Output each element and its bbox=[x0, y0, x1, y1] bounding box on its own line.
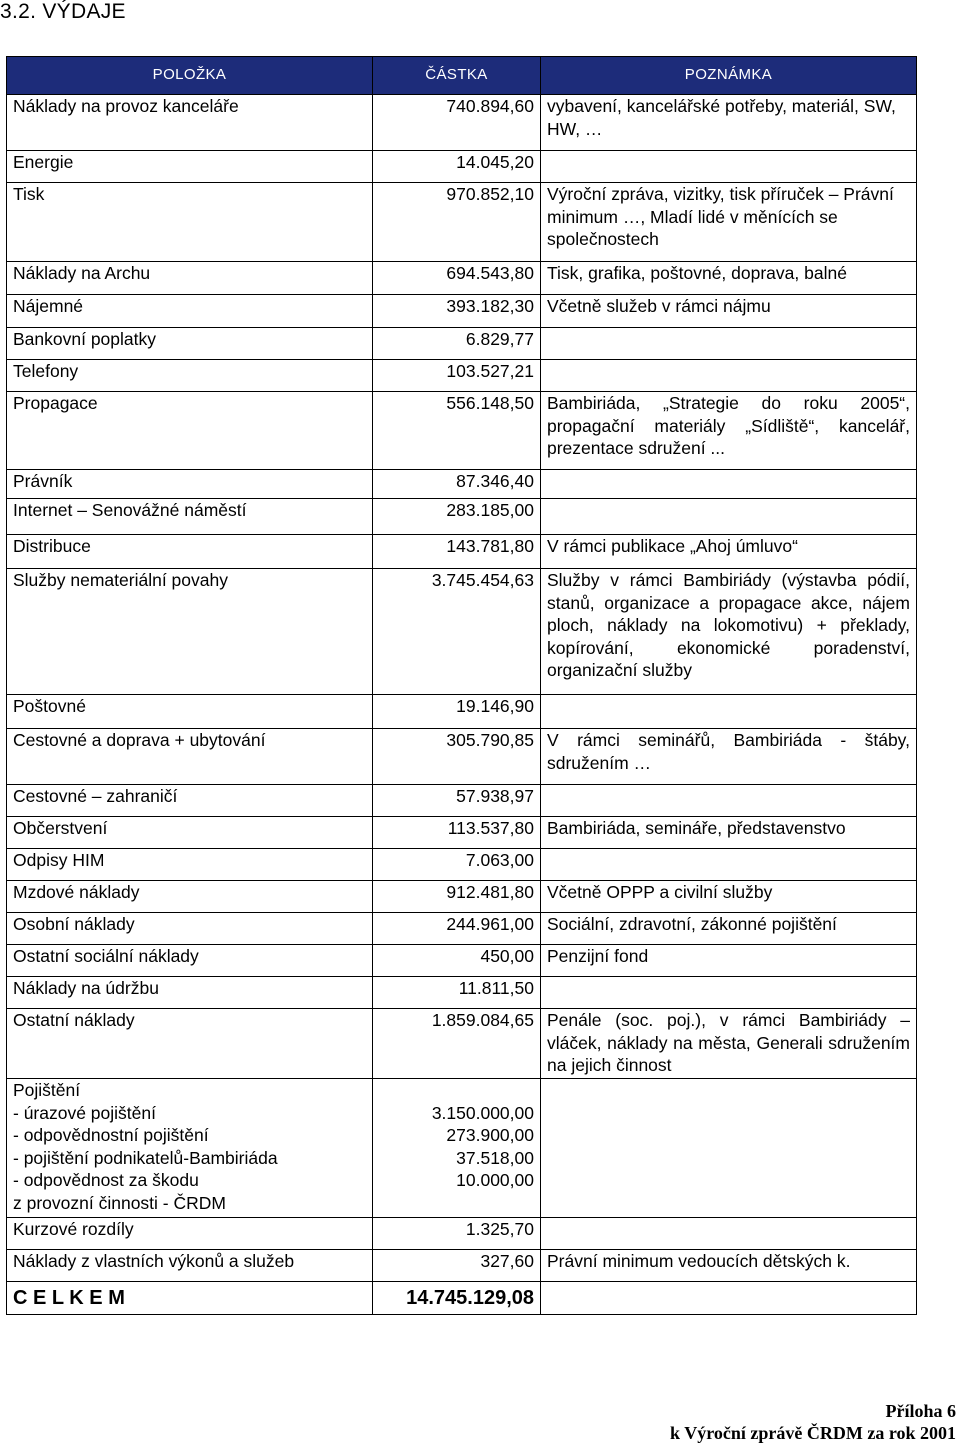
table-row bbox=[7, 695, 917, 729]
item-cell: Energie bbox=[7, 151, 373, 183]
note-cell bbox=[541, 785, 917, 817]
amount-cell: 912.481,80 bbox=[373, 881, 541, 913]
table-row bbox=[7, 470, 917, 499]
item-cell: Distribuce bbox=[7, 535, 373, 569]
table-row bbox=[7, 729, 917, 785]
item-cell: Náklady z vlastních výkonů a služeb bbox=[7, 1250, 373, 1282]
total-row bbox=[7, 1282, 917, 1315]
item-cell: Občerstvení bbox=[7, 817, 373, 849]
item-cell: Kurzové rozdíly bbox=[7, 1218, 373, 1250]
amount-cell: 970.852,10 bbox=[373, 183, 541, 262]
note-cell: Právní minimum vedoucích dětských k. bbox=[541, 1250, 917, 1282]
amount-cell: 283.185,00 bbox=[373, 499, 541, 535]
note-cell bbox=[541, 1079, 917, 1218]
amount-cell: 11.811,50 bbox=[373, 977, 541, 1009]
amount-cell: 143.781,80 bbox=[373, 535, 541, 569]
item-cell: Nájemné bbox=[7, 295, 373, 328]
note-cell: Tisk, grafika, poštovné, doprava, balné bbox=[541, 262, 917, 295]
item-cell: Internet – Senovážné náměstí bbox=[7, 499, 373, 535]
amount-cell: 1.859.084,65 bbox=[373, 1009, 541, 1079]
amount-cell: 450,00 bbox=[373, 945, 541, 977]
insurance-line: - odpovědnostní pojištění bbox=[13, 1125, 209, 1145]
total-label: C E L K E M bbox=[7, 1282, 373, 1315]
table-row bbox=[7, 1250, 917, 1282]
table-row bbox=[7, 785, 917, 817]
table-row bbox=[7, 881, 917, 913]
total-note bbox=[541, 1282, 917, 1315]
note-cell: Penzijní fond bbox=[541, 945, 917, 977]
table-row bbox=[7, 945, 917, 977]
amount-cell: 87.346,40 bbox=[373, 470, 541, 499]
note-cell: Včetně služeb v rámci nájmu bbox=[541, 295, 917, 328]
item-cell: Osobní náklady bbox=[7, 913, 373, 945]
note-cell: V rámci publikace „Ahoj úmluvo“ bbox=[541, 535, 917, 569]
note-cell: Penále (soc. poj.), v rámci Bambiriády – vláček, náklady na města, Generali sdružením na jejich činnost bbox=[541, 1009, 917, 1079]
note-cell bbox=[541, 499, 917, 535]
amount-cell: 327,60 bbox=[373, 1250, 541, 1282]
note-cell bbox=[541, 360, 917, 392]
amount-cell: 113.537,80 bbox=[373, 817, 541, 849]
footer-appendix: Příloha 6 bbox=[885, 1401, 956, 1421]
page-footer bbox=[670, 1400, 956, 1444]
item-cell: Ostatní sociální náklady bbox=[7, 945, 373, 977]
note-cell bbox=[541, 328, 917, 360]
note-cell: Sociální, zdravotní, zákonné pojištění bbox=[541, 913, 917, 945]
expenses-table bbox=[6, 56, 917, 1315]
insurance-line: - úrazové pojištění bbox=[13, 1102, 156, 1123]
total-amount: 14.745.129,08 bbox=[373, 1282, 541, 1315]
table-row bbox=[7, 262, 917, 295]
item-cell: Tisk bbox=[7, 183, 373, 262]
note-cell: Bambiriáda, „Strategie do roku 2005“, propagační materiály „Sídliště“, kancelář, prezentace sdružení ... bbox=[541, 392, 917, 470]
table-row bbox=[7, 328, 917, 360]
table-row bbox=[7, 183, 917, 262]
amount-cell: 244.961,00 bbox=[373, 913, 541, 945]
item-cell: Telefony bbox=[7, 360, 373, 392]
item-cell: Cestovné a doprava + ubytování bbox=[7, 729, 373, 785]
item-cell: Služby nemateriální povahy bbox=[7, 569, 373, 695]
insurance-title: Pojištění bbox=[13, 1080, 81, 1100]
table-row bbox=[7, 1218, 917, 1250]
amount-cell: 103.527,21 bbox=[373, 360, 541, 392]
section-title: 3.2. VÝDAJE bbox=[0, 0, 126, 23]
table-row bbox=[7, 913, 917, 945]
item-cell: Mzdové náklady bbox=[7, 881, 373, 913]
amount-cell: 556.148,50 bbox=[373, 392, 541, 470]
table-row bbox=[7, 977, 917, 1009]
note-cell bbox=[541, 151, 917, 183]
amount-cell: 694.543,80 bbox=[373, 262, 541, 295]
amount-cell: 19.146,90 bbox=[373, 695, 541, 729]
table-row bbox=[7, 1009, 917, 1079]
note-cell bbox=[541, 695, 917, 729]
table-row bbox=[7, 392, 917, 470]
table-row bbox=[7, 499, 917, 535]
item-cell: Bankovní poplatky bbox=[7, 328, 373, 360]
note-cell: vybavení, kancelářské potřeby, materiál, SW, HW, … bbox=[541, 95, 917, 151]
item-cell: Propagace bbox=[7, 392, 373, 470]
table-row bbox=[7, 295, 917, 328]
note-cell: Včetně OPPP a civilní služby bbox=[541, 881, 917, 913]
table-row bbox=[7, 849, 917, 881]
header-amount: ČÁSTKA bbox=[373, 57, 541, 95]
amount-cell: 393.182,30 bbox=[373, 295, 541, 328]
note-cell bbox=[541, 849, 917, 881]
insurance-line: - pojištění podnikatelů-Bambiriáda bbox=[13, 1147, 278, 1168]
item-cell: Ostatní náklady bbox=[7, 1009, 373, 1079]
amount-cell: 3.745.454,63 bbox=[373, 569, 541, 695]
insurance-amount: 273.900,00 bbox=[446, 1125, 534, 1145]
note-cell: V rámci seminářů, Bambiriáda - štáby, sdružením … bbox=[541, 729, 917, 785]
amount-cell: 14.045,20 bbox=[373, 151, 541, 183]
amount-cell: 57.938,97 bbox=[373, 785, 541, 817]
insurance-row bbox=[7, 1079, 917, 1218]
table-row bbox=[7, 360, 917, 392]
item-cell: Právník bbox=[7, 470, 373, 499]
header-item: POLOŽKA bbox=[7, 57, 373, 95]
table-row bbox=[7, 817, 917, 849]
item-cell: Poštovné bbox=[7, 695, 373, 729]
insurance-amount: 3.150.000,00 bbox=[431, 1102, 534, 1123]
item-cell: Náklady na provoz kanceláře bbox=[7, 95, 373, 151]
insurance-amount: 10.000,00 bbox=[456, 1170, 534, 1190]
amount-cell: 740.894,60 bbox=[373, 95, 541, 151]
table-row bbox=[7, 151, 917, 183]
amount-cell: 1.325,70 bbox=[373, 1218, 541, 1250]
item-cell: Náklady na údržbu bbox=[7, 977, 373, 1009]
insurance-amounts-cell bbox=[373, 1079, 541, 1218]
item-cell: Náklady na Archu bbox=[7, 262, 373, 295]
table-row bbox=[7, 95, 917, 151]
amount-cell: 7.063,00 bbox=[373, 849, 541, 881]
note-cell bbox=[541, 1218, 917, 1250]
table-row bbox=[7, 569, 917, 695]
table-row bbox=[7, 535, 917, 569]
note-cell bbox=[541, 977, 917, 1009]
insurance-amount: 37.518,00 bbox=[456, 1147, 534, 1168]
insurance-items-cell bbox=[7, 1079, 373, 1218]
item-cell: Odpisy HIM bbox=[7, 849, 373, 881]
table-header-row bbox=[7, 57, 917, 95]
amount-cell: 6.829,77 bbox=[373, 328, 541, 360]
note-cell: Služby v rámci Bambiriády (výstavba pódií, stanů, organizace a propagace akce, nájem ploch, náklady na lokomotivu) + překlady, kopírování, ekonomické poradenství, organizační služby bbox=[541, 569, 917, 695]
amount-cell: 305.790,85 bbox=[373, 729, 541, 785]
insurance-tail: z provozní činnosti - ČRDM bbox=[13, 1192, 226, 1213]
item-cell: Cestovné – zahraničí bbox=[7, 785, 373, 817]
insurance-line: - odpovědnost za škodu bbox=[13, 1170, 199, 1190]
note-cell bbox=[541, 470, 917, 499]
note-cell: Výroční zpráva, vizitky, tisk příruček – Právní minimum …, Mladí lidé v měnících se společnostech bbox=[541, 183, 917, 262]
header-note: POZNÁMKA bbox=[541, 57, 917, 95]
note-cell: Bambiriáda, semináře, představenstvo bbox=[541, 817, 917, 849]
footer-report: k Výroční zprávě ČRDM za rok 2001 bbox=[670, 1423, 956, 1443]
